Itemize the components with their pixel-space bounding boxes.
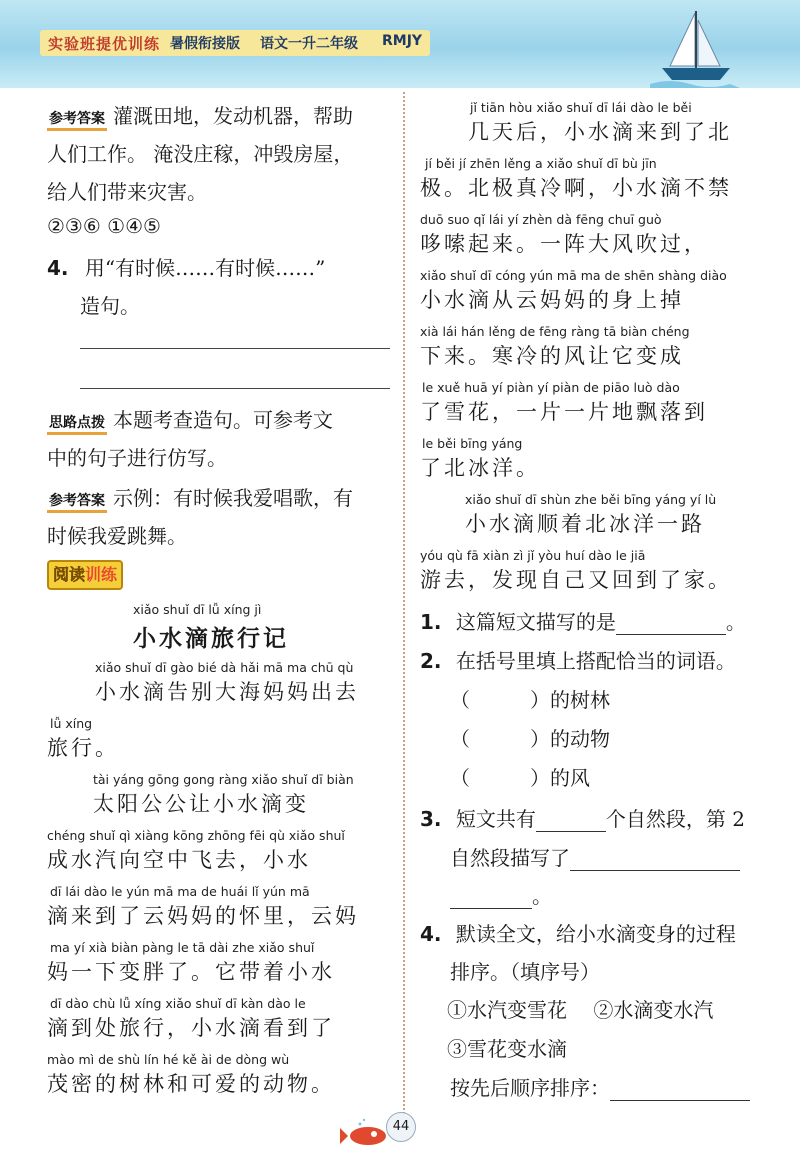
edition-label: 暑假衔接版 xyxy=(170,36,240,52)
page-number: 44 xyxy=(386,1112,416,1142)
story-line: 几天后，小水滴来到了北 xyxy=(468,120,732,144)
answer-blank[interactable] xyxy=(536,815,606,832)
hint-text: 中的句子进行仿写。 xyxy=(47,446,227,470)
submarine-icon xyxy=(340,1118,390,1148)
story-line: 小水滴从云妈妈的身上掉 xyxy=(420,288,684,312)
question-number: 1. xyxy=(420,610,442,634)
option-2: ②水滴变水汽 xyxy=(593,998,714,1022)
answer-blank[interactable] xyxy=(450,892,532,909)
answer-line[interactable] xyxy=(80,348,390,349)
story-line: 滴来到了云妈妈的怀里，云妈 xyxy=(47,904,359,928)
question-end: 。 xyxy=(532,884,552,908)
header-banner xyxy=(0,0,800,88)
question-text: 造句。 xyxy=(80,294,140,318)
pinyin-line: mào mì de shù lín hé kě ài de dòng wù xyxy=(47,1052,290,1067)
pinyin-line: jí běi jí zhēn lěng a xiǎo shuǐ dī bù jīn xyxy=(425,156,657,171)
pinyin-line: duō suo qǐ lái yí zhèn dà fēng chuī guò xyxy=(420,212,662,227)
reading-training-badge xyxy=(47,560,123,590)
badge-text-b: 训练 xyxy=(85,565,118,584)
story-title: 小水滴旅行记 xyxy=(133,625,289,652)
series-title: 实验班提优训练 xyxy=(48,35,161,53)
answer-blank[interactable] xyxy=(616,618,726,635)
answer-blank[interactable] xyxy=(570,854,740,871)
story-line: 下来。寒冷的风让它变成 xyxy=(420,344,684,368)
question-3 xyxy=(420,803,745,832)
story-line: 极。北极真冷啊，小水滴不禁 xyxy=(420,176,732,200)
question-text: 短文共有 xyxy=(455,807,536,831)
pinyin-line: xiǎo shuǐ dī shùn zhe běi bīng yáng yí lù xyxy=(465,492,717,507)
story-line: 滴到处旅行，小水滴看到了 xyxy=(47,1016,335,1040)
badge-text-a: 阅读 xyxy=(53,565,86,584)
question-4-right xyxy=(420,918,736,947)
option-3: ③雪花变水滴 xyxy=(447,1037,567,1061)
answer-label: 参考答案 xyxy=(47,490,107,513)
answer-line[interactable] xyxy=(80,388,390,389)
answer-label: 参考答案 xyxy=(47,108,107,131)
code-label: RMJY xyxy=(382,33,423,49)
hint-block xyxy=(47,404,333,435)
story-line: 小水滴顺着北冰洋一路 xyxy=(465,512,705,536)
answer-text: 灌溉田地，发动机器，帮助 xyxy=(113,104,353,128)
answer-text: 人们工作。 淹没庄稼，冲毁房屋， xyxy=(47,142,354,166)
pinyin-line: ma yí xià biàn pàng le tā dài zhe xiǎo shuǐ xyxy=(50,940,315,955)
question-text: 自然段描写了 xyxy=(450,846,570,870)
question-text: 用“有时候……有时候……” xyxy=(84,256,326,280)
story-line: 旅行。 xyxy=(47,736,119,760)
pinyin-line: dī lái dào le yún mā ma de huái lǐ yún mā xyxy=(50,884,310,899)
question-4 xyxy=(47,252,325,281)
question-1 xyxy=(420,606,746,635)
question-3-line-3 xyxy=(450,880,552,909)
fill-bracket-row[interactable]: （ ）的动物 xyxy=(450,727,610,751)
pinyin-line: lǚ xíng xyxy=(50,716,93,731)
question-number: 4. xyxy=(47,256,69,280)
story-line: 太阳公公让小水滴变 xyxy=(93,792,309,816)
question-text: 按先后顺序排序： xyxy=(450,1076,610,1100)
sailboat-icon xyxy=(650,8,740,88)
fill-bracket-row[interactable]: （ ）的风 xyxy=(450,766,590,790)
story-line: 了北冰洋。 xyxy=(420,456,540,480)
question-text: 默读全文，给小水滴变身的过程 xyxy=(455,922,736,946)
answer-text: 给人们带来灾害。 xyxy=(47,180,207,204)
pinyin-line: xiǎo shuǐ dī cóng yún mā ma de shēn shàng diào xyxy=(420,268,727,283)
bracket-item: 的树林 xyxy=(550,688,610,712)
question-end: 。 xyxy=(725,610,746,634)
answer-block-4 xyxy=(47,482,353,513)
question-2 xyxy=(420,645,736,674)
hint-label: 思路点拨 xyxy=(47,412,107,435)
question-text: 个自然段，第 2 xyxy=(605,807,745,831)
pinyin-line: yóu qù fā xiàn zì jǐ yòu huí dào le jiā xyxy=(420,548,646,563)
answer-text: 示例：有时候我爱唱歌，有 xyxy=(113,486,353,510)
answer-block-1 xyxy=(47,100,353,131)
story-line: 茂密的树林和可爱的动物。 xyxy=(47,1072,335,1096)
bracket-item: 的动物 xyxy=(550,727,610,751)
pinyin-line: tài yáng gōng gong ràng xiǎo shuǐ dī biàn xyxy=(93,772,354,787)
story-line: 游去，发现自己又回到了家。 xyxy=(420,568,732,592)
story-line: 了雪花，一片一片地飘落到 xyxy=(420,400,708,424)
fill-bracket-row[interactable]: （ ）的树林 xyxy=(450,688,610,712)
pinyin-line: jǐ tiān hòu xiǎo shuǐ dī lái dào le běi xyxy=(470,100,692,115)
answer-blank[interactable] xyxy=(610,1084,750,1101)
option-row xyxy=(447,994,713,1023)
pinyin-line: dī dào chù lǚ xíng xiǎo shuǐ dī kàn dào le xyxy=(50,996,306,1011)
hint-text: 本题考查造句。可参考文 xyxy=(113,408,333,432)
column-divider xyxy=(403,92,405,1122)
story-line: 妈一下变胖了。它带着小水 xyxy=(47,960,335,984)
answer-sequence: ②③⑥ ①④⑤ xyxy=(47,214,161,238)
pinyin-line: chéng shuǐ qì xiàng kōng zhōng fēi qù xiǎo shuǐ xyxy=(47,828,345,843)
question-text: 这篇短文描写的是 xyxy=(455,610,616,634)
answer-text: 时候我爱跳舞。 xyxy=(47,524,187,548)
order-answer-row xyxy=(450,1072,750,1101)
question-text: 排序。（填序号） xyxy=(450,960,600,984)
pinyin-line: le běi bīng yáng xyxy=(422,436,523,451)
pinyin-line: xià lái hán lěng de fēng ràng tā biàn chéng xyxy=(420,324,690,339)
question-text: 在括号里填上搭配恰当的词语。 xyxy=(455,649,736,673)
option-1: ①水汽变雪花 xyxy=(447,998,567,1022)
title-pinyin: xiǎo shuǐ dī lǚ xíng jì xyxy=(133,602,262,617)
question-number: 3. xyxy=(420,807,442,831)
story-line: 成水汽向空中飞去，小水 xyxy=(47,848,311,872)
pinyin-line: xiǎo shuǐ dī gào bié dà hǎi mā ma chū qù xyxy=(95,660,354,675)
story-line: 小水滴告别大海妈妈出去 xyxy=(95,680,359,704)
question-number: 4. xyxy=(420,922,442,946)
subject-label: 语文一升二年级 xyxy=(260,36,358,52)
story-line: 哆嗦起来。一阵大风吹过， xyxy=(420,232,708,256)
bracket-item: 的风 xyxy=(550,766,590,790)
question-3-line-2 xyxy=(450,842,740,871)
pinyin-line: le xuě huā yí piàn yí piàn de piāo luò dào xyxy=(422,380,680,395)
question-number: 2. xyxy=(420,649,442,673)
